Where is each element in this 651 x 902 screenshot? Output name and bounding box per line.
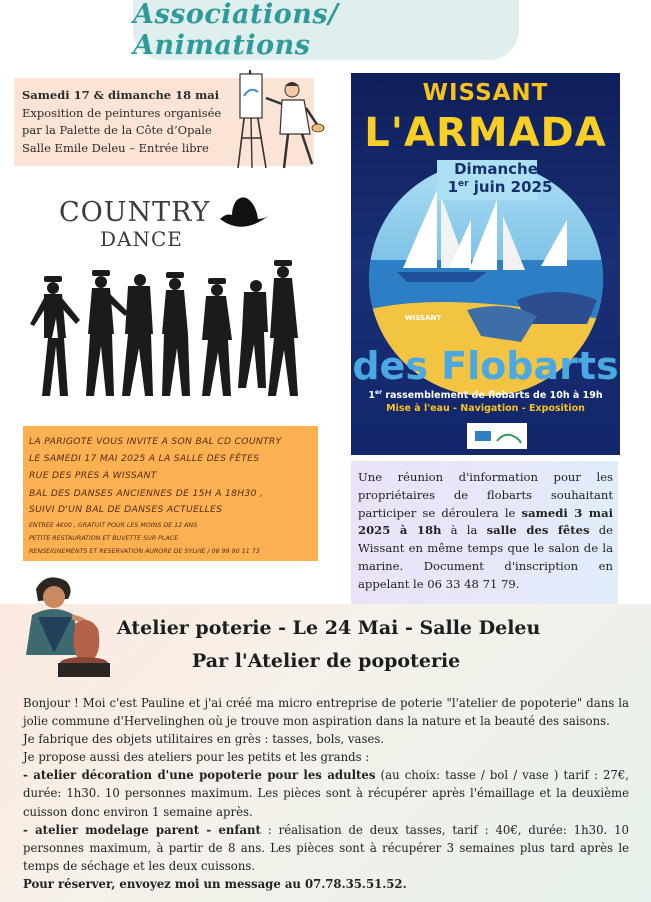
painter-illustration bbox=[232, 64, 327, 172]
poster-line-2: Mise à l'eau - Navigation - Exposition bbox=[386, 403, 585, 414]
country-line-2: LE SAMEDI 17 MAI 2025 A LA SALLE DES FÊTES bbox=[29, 453, 260, 464]
atelier-adult-details: (au choix: tasse / bol / vase ) tarif : 27€, durée: 1h30. 10 personnes maximum. Les pièces sont à récupérer après l'émaillage et la deuxième cuisson donc environ 1 semaine après. bbox=[23, 768, 630, 819]
atelier-adult-workshop: - atelier décoration d'une popoterie pour les adultes bbox=[23, 768, 376, 783]
poster-date-rest: juin 2025 bbox=[468, 178, 553, 196]
poster-sponsor-logos bbox=[467, 423, 527, 449]
expo-line-1: Exposition de peintures organisée bbox=[22, 105, 222, 120]
header-banner bbox=[133, 0, 519, 60]
poster-armada: L'ARMADA bbox=[364, 110, 607, 156]
poster-line1-prefix: 1 bbox=[368, 390, 375, 402]
poster-day: Dimanche bbox=[454, 160, 538, 178]
info-part-1: Une réunion d'information pour les propriétaires de flobarts souhaitant participer se déroulera le bbox=[358, 470, 613, 520]
poster-line1-rest: rassemblement de flobarts de 10h à 19h bbox=[382, 390, 603, 402]
sponsor-logo-icon bbox=[467, 423, 527, 449]
country-line-1: LA PARIGOTE VOUS INVITE A SON BAL CD COUNTRY bbox=[29, 436, 282, 447]
country-line-3: RUE DES PRES A WISSANT bbox=[29, 470, 157, 481]
poster-date-prefix: 1 bbox=[447, 178, 459, 196]
atelier-title: Atelier poterie - Le 24 Mai - Salle Deleu bbox=[117, 617, 541, 639]
country-info-panel bbox=[23, 426, 318, 561]
atelier-subtitle: Par l'Atelier de popoterie bbox=[192, 650, 461, 672]
expo-line-2: par la Palette de la Côte d’Opale bbox=[22, 123, 212, 137]
poster-flobarts: des Flobarts bbox=[352, 344, 619, 388]
poster-wissant: WISSANT bbox=[422, 80, 549, 106]
atelier-paragraph-1: Bonjour ! Moi c'est Pauline et j'ai créé ma micro entreprise de poterie "l'atelier de popoterie" dans la jolie commune d'Hervelinghen où je trouve mon aspiration dans la nature et la beauté des saisons. bbox=[23, 696, 629, 729]
info-part-2: à la bbox=[441, 523, 487, 538]
poster-date bbox=[430, 178, 570, 196]
atelier-paragraph-2: Je fabrique des objets utilitaires en grès : tasses, bols, vases. bbox=[23, 732, 385, 747]
cowboy-hat-icon bbox=[214, 193, 274, 233]
atelier-body bbox=[23, 694, 629, 893]
expo-date: Samedi 17 & dimanche 18 mai bbox=[22, 88, 220, 102]
info-part-3: de Wissant en même temps que le salon de la marine. Document d'inscription en appelant le 06 33 48 71 79. bbox=[358, 523, 613, 591]
poster-boat-label: WISSANT bbox=[405, 314, 442, 322]
poster-date-sup: er bbox=[458, 179, 469, 189]
country-line-5: SUIVI D'UN BAL DE DANSES ACTUELLES bbox=[29, 504, 223, 515]
dance-title: DANCE bbox=[100, 227, 183, 251]
atelier-reservation: Pour réserver, envoyez moi un message au 07.78.35.51.52. bbox=[23, 876, 407, 891]
atelier-paragraph-3: Je propose aussi des ateliers pour les petits et les grands : bbox=[23, 750, 370, 765]
info-text bbox=[358, 469, 613, 594]
country-small-line-1: ENTREE 4€00 , GRATUIT POUR LES MOINS DE 12 ANS bbox=[29, 522, 198, 529]
country-title: COUNTRY bbox=[59, 197, 211, 228]
atelier-parent-child-details: : réalisation de deux tasses, tarif : 40€, durée: 1h30. 10 personnes maximum, à partir de 8 ans. Les pièces sont à récupérer 3 semaines plus tard après le temps de séchage et les deux cuissons. bbox=[23, 822, 629, 873]
page-title: Associations/ Animations bbox=[133, 0, 339, 61]
country-small-line-3: RENSEIGNEMENTS ET RESERVATION AURORE DE SYLVIE / 06 99 90 11 73 bbox=[29, 548, 260, 555]
expo-text bbox=[22, 87, 262, 157]
dancers-silhouette bbox=[28, 258, 306, 398]
info-place: salle des fêtes bbox=[486, 523, 590, 538]
country-line-4: BAL DES DANSES ANCIENNES DE 15H A 18H30 , bbox=[29, 488, 264, 499]
poster-line-1 bbox=[351, 389, 620, 401]
potter-illustration bbox=[18, 567, 110, 679]
atelier-parent-child-workshop: - atelier modelage parent - enfant bbox=[23, 822, 261, 837]
country-small-line-2: PETITE RESTAURATION ET BUVETTE SUR PLACE bbox=[29, 535, 179, 542]
poster-line1-sup: er bbox=[375, 389, 383, 396]
expo-line-3: Salle Emile Deleu – Entrée libre bbox=[22, 140, 209, 155]
info-date: samedi 3 mai 2025 à 18h bbox=[358, 505, 613, 538]
atelier-paragraph-5 bbox=[23, 821, 629, 875]
atelier-paragraph-4 bbox=[23, 766, 629, 820]
